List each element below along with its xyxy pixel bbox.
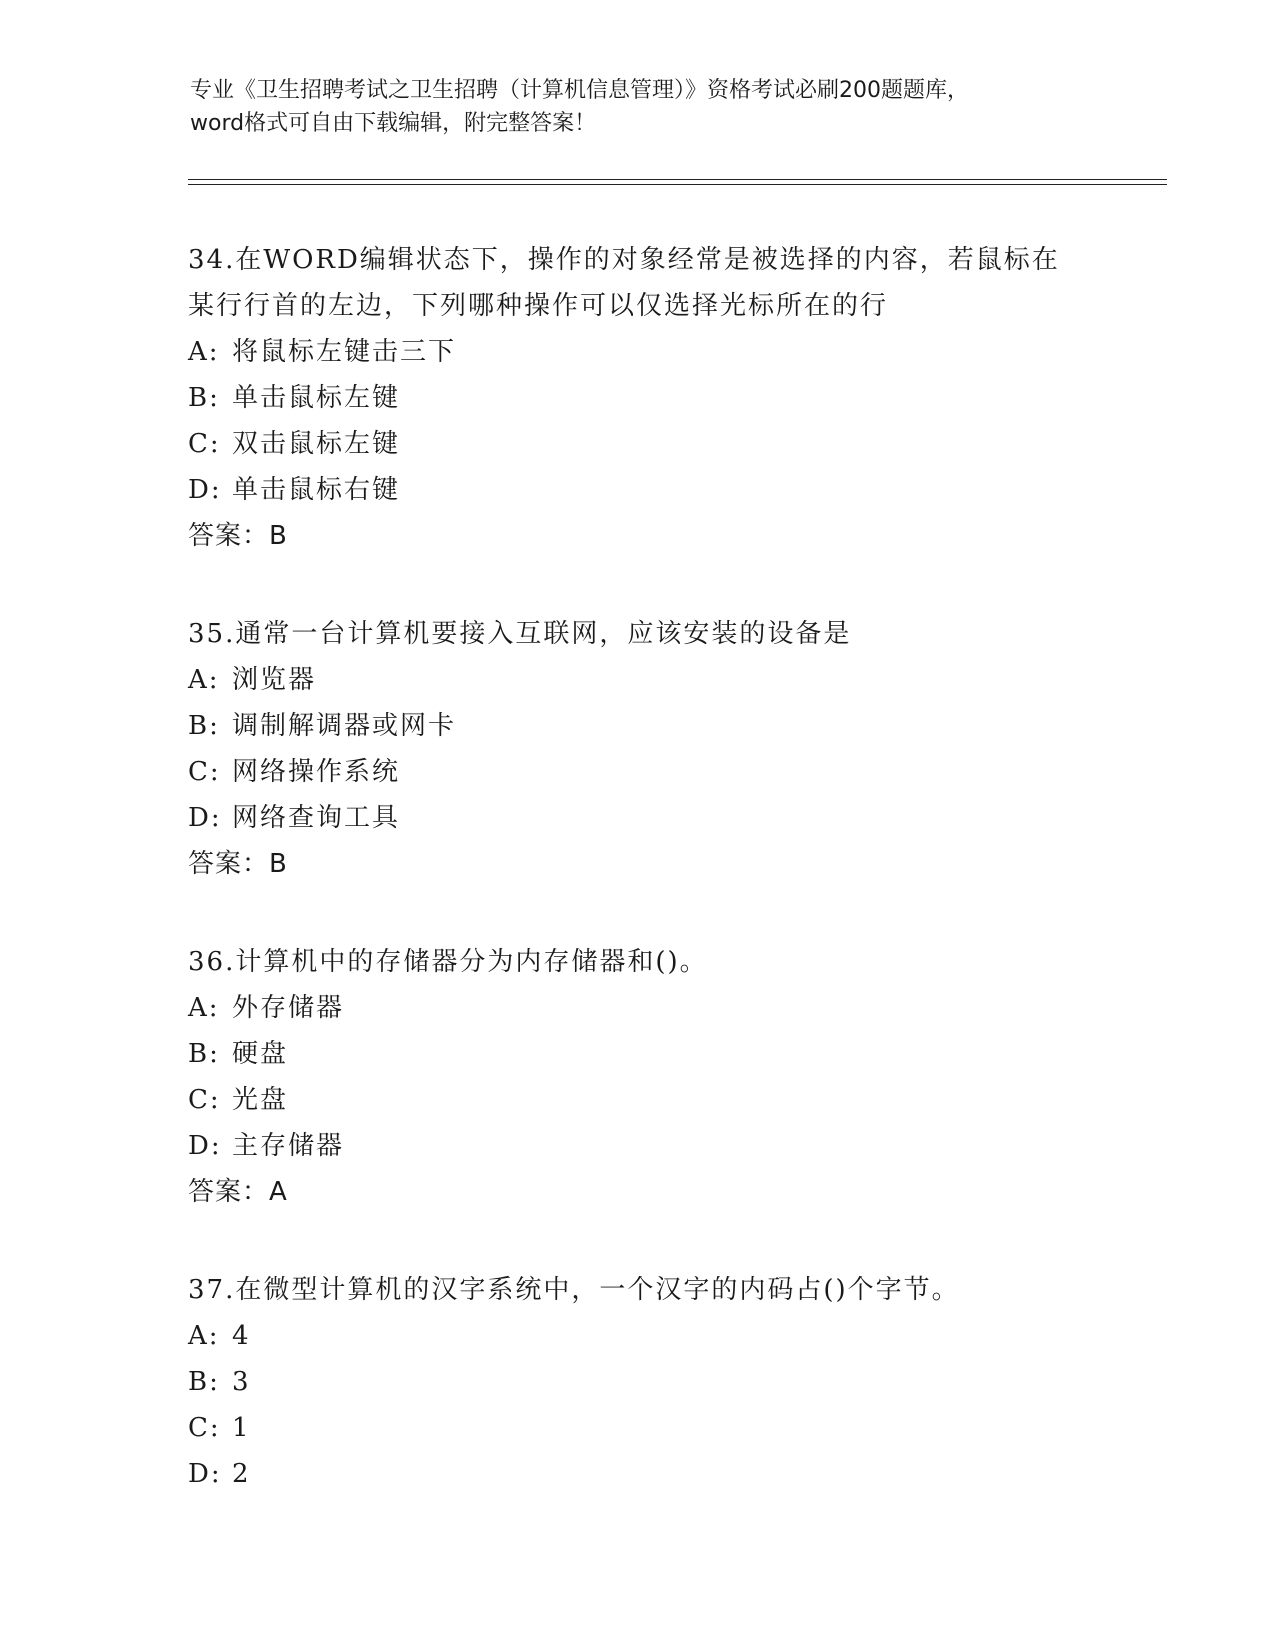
answer-label: 答案：A — [188, 1177, 288, 1207]
header-title-line-2: word格式可自由下载编辑，附完整答案！ — [190, 111, 597, 136]
option-letter: A: — [188, 665, 220, 695]
question-37 — [188, 1267, 1088, 1497]
option-a — [188, 657, 1088, 703]
option-text: 主存储器 — [232, 1131, 345, 1161]
option-letter: C: — [188, 1085, 221, 1115]
option-d — [188, 467, 1088, 513]
option-letter: C: — [188, 757, 221, 787]
option-text: 3 — [232, 1367, 251, 1397]
option-d — [188, 795, 1088, 841]
question-stem: 35.通常一台计算机要接入互联网，应该安装的设备是 — [188, 619, 852, 649]
option-d — [188, 1123, 1088, 1169]
option-c — [188, 421, 1088, 467]
option-text: 单击鼠标右键 — [232, 475, 401, 505]
option-letter: D: — [188, 1459, 222, 1489]
option-letter: D: — [188, 1131, 222, 1161]
option-letter: C: — [188, 1413, 221, 1443]
option-text: 将鼠标左键击三下 — [232, 337, 457, 367]
question-list — [188, 237, 1088, 1549]
option-letter: A: — [188, 337, 220, 367]
option-text: 光盘 — [232, 1085, 289, 1115]
answer-label: 答案：B — [188, 521, 288, 551]
option-text: 4 — [232, 1321, 251, 1351]
answer-label: 答案：B — [188, 849, 288, 879]
option-c — [188, 1077, 1088, 1123]
question-34 — [188, 237, 1088, 559]
header-divider-bottom — [188, 184, 1167, 185]
question-stem: 37.在微型计算机的汉字系统中，一个汉字的内码占()个字节。 — [188, 1275, 960, 1305]
option-b — [188, 1031, 1088, 1077]
option-a — [188, 329, 1088, 375]
option-c — [188, 1405, 1088, 1451]
question-35 — [188, 611, 1088, 887]
option-text: 浏览器 — [232, 665, 317, 695]
option-letter: D: — [188, 475, 222, 505]
option-text: 调制解调器或网卡 — [232, 711, 457, 741]
option-c — [188, 749, 1088, 795]
option-text: 单击鼠标左键 — [232, 383, 401, 413]
option-text: 2 — [232, 1459, 251, 1489]
question-stem-continued: 某行行首的左边，下列哪种操作可以仅选择光标所在的行 — [188, 291, 889, 321]
option-text: 双击鼠标左键 — [232, 429, 401, 459]
option-a — [188, 985, 1088, 1031]
option-letter: A: — [188, 993, 220, 1023]
option-letter: C: — [188, 429, 221, 459]
question-stem: 34.在WORD编辑状态下，操作的对象经常是被选择的内容，若鼠标在 — [188, 245, 1060, 275]
option-letter: B: — [188, 1039, 220, 1069]
option-letter: B: — [188, 383, 220, 413]
option-text: 外存储器 — [232, 993, 345, 1023]
option-text: 网络查询工具 — [232, 803, 401, 833]
option-letter: D: — [188, 803, 222, 833]
option-letter: B: — [188, 1367, 220, 1397]
option-letter: A: — [188, 1321, 220, 1351]
header-title-line-1: 专业《卫生招聘考试之卫生招聘（计算机信息管理）》资格考试必刷200题题库， — [190, 78, 969, 103]
option-letter: B: — [188, 711, 220, 741]
header-divider-top — [188, 179, 1167, 180]
option-d — [188, 1451, 1088, 1497]
option-a — [188, 1313, 1088, 1359]
question-36 — [188, 939, 1088, 1215]
option-b — [188, 1359, 1088, 1405]
option-text: 1 — [232, 1413, 251, 1443]
option-text: 硬盘 — [232, 1039, 289, 1069]
document-header — [190, 74, 1090, 140]
option-b — [188, 375, 1088, 421]
question-stem: 36.计算机中的存储器分为内存储器和()。 — [188, 947, 708, 977]
option-b — [188, 703, 1088, 749]
option-text: 网络操作系统 — [232, 757, 401, 787]
